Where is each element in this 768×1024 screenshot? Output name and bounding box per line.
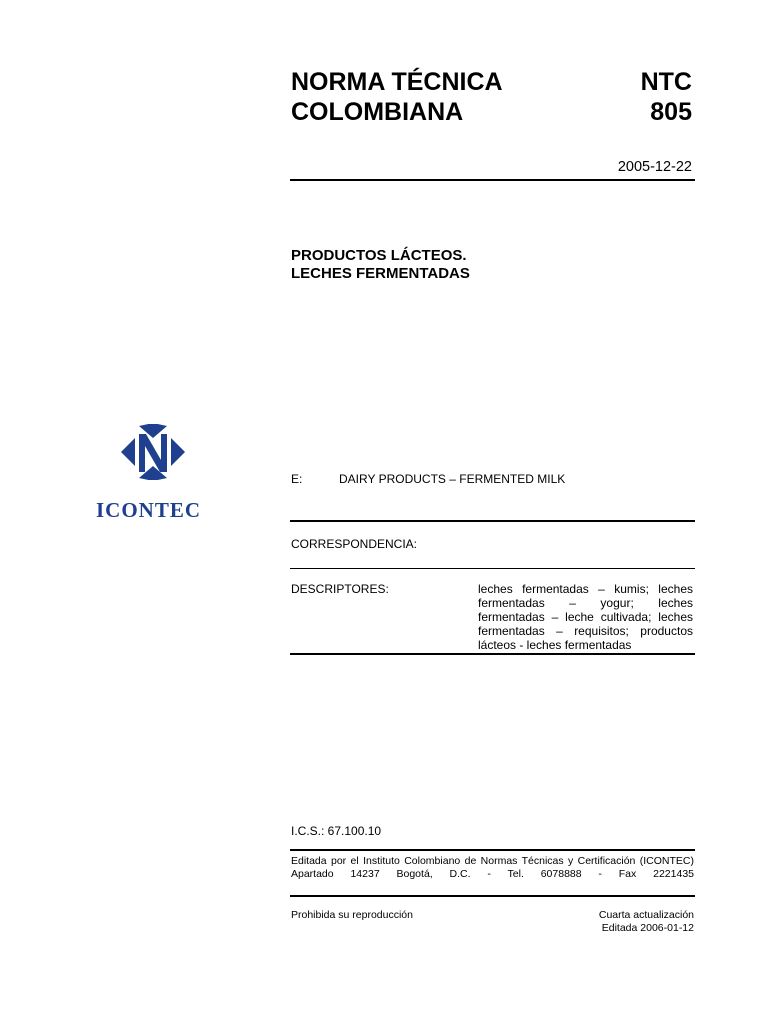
subject-line-1: PRODUCTOS LÁCTEOS. [291, 247, 467, 264]
code-line-1: NTC [640, 68, 692, 96]
icontec-logo [96, 424, 212, 520]
rule-footer [290, 895, 695, 897]
editor-line-1: Editada por el Instituto Colombiano de Normas Técnicas y Certificación (ICONTEC) [291, 855, 694, 867]
document-subject [291, 247, 470, 283]
descriptor-line: fermentadas – yogur; leches [478, 596, 693, 610]
descriptores-label: DESCRIPTORES: [291, 582, 389, 596]
rule-thin [290, 568, 695, 569]
rule-top [290, 179, 695, 181]
descriptor-line: leches fermentadas – kumis; leches [478, 582, 693, 596]
english-label: E: [291, 472, 303, 486]
descriptor-line: fermentadas – leche cultivada; leches [478, 610, 693, 624]
document-code [641, 67, 692, 127]
english-title: DAIRY PRODUCTS – FERMENTED MILK [339, 472, 566, 486]
title-line-2: COLOMBIANA [291, 98, 464, 126]
document-date: 2005-12-22 [617, 159, 692, 175]
descriptores-list [478, 582, 693, 652]
ics-code: I.C.S.: 67.100.10 [291, 824, 382, 838]
rule-ics [290, 849, 695, 851]
editor-info [291, 855, 694, 881]
reproduction-notice: Prohibida su reproducción [291, 909, 413, 921]
icontec-emblem-icon [121, 424, 185, 480]
edition-line-1: Cuarta actualización [598, 909, 694, 921]
correspondencia-label: CORRESPONDENCIA: [291, 537, 418, 551]
logo-text: ICONTEC [96, 498, 202, 522]
title-line-1: NORMA TÉCNICA [291, 68, 503, 96]
rule-middle [290, 520, 695, 522]
editor-line-2: Apartado 14237 Bogotá, D.C. - Tel. 6078888 - Fax 2221435 [291, 868, 694, 880]
document-title [291, 67, 503, 127]
descriptor-line: fermentadas – requisitos; productos [478, 624, 693, 638]
subject-line-2: LECHES FERMENTADAS [291, 265, 470, 282]
code-line-2: 805 [650, 98, 692, 126]
rule-lower [290, 653, 695, 655]
descriptor-line: lácteos - leches fermentadas [478, 638, 632, 652]
edition-line-2: Editada 2006-01-12 [601, 922, 694, 934]
edition-info [599, 909, 694, 935]
